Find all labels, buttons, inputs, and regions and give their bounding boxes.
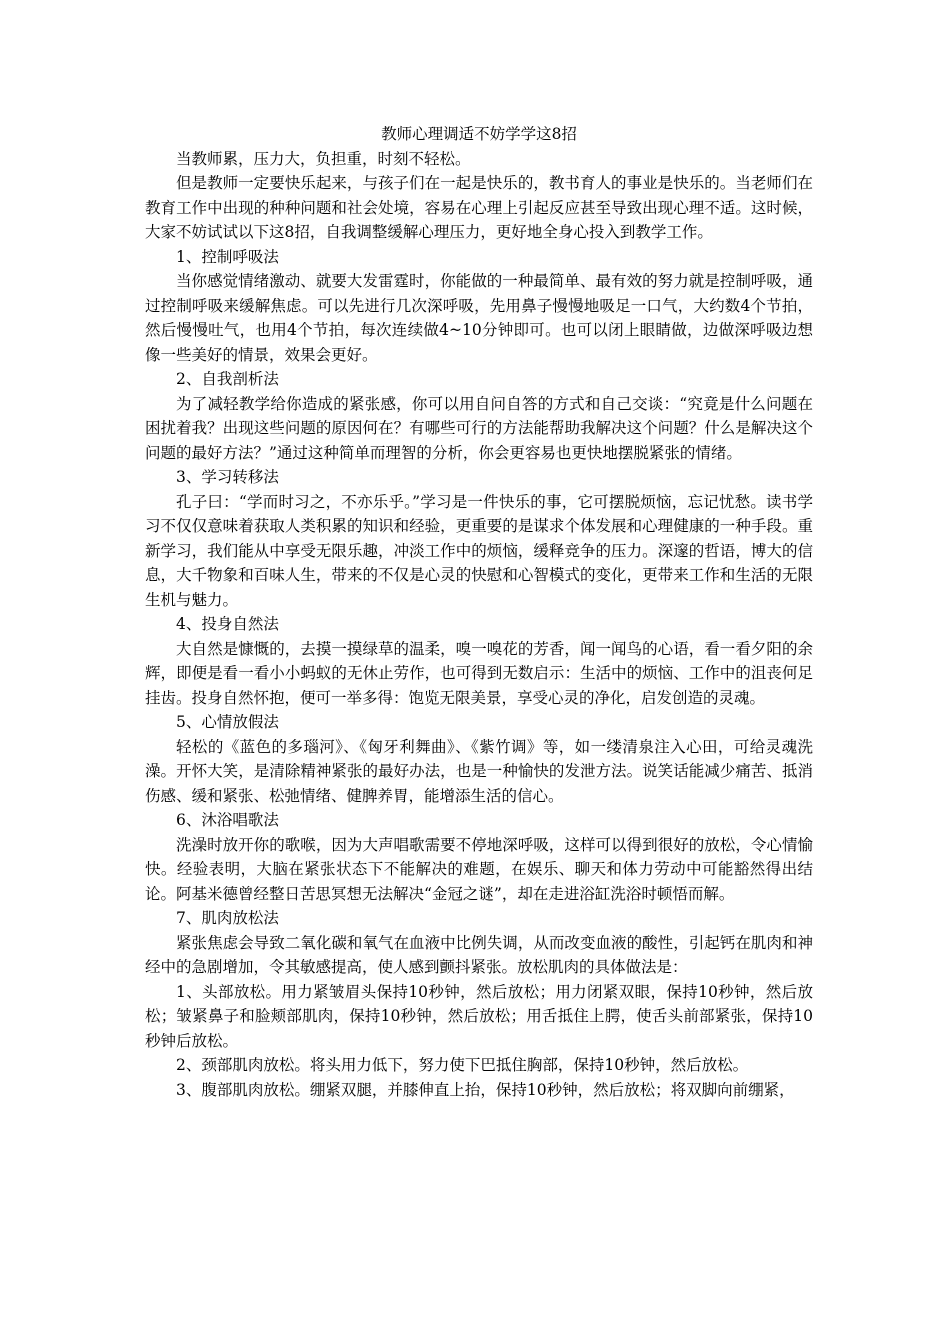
paragraph-body: 大自然是慷慨的，去摸一摸绿草的温柔，嗅一嗅花的芳香，闻一闻鸟的心语，看一看夕阳的余辉，即便是看一看小小蚂蚁的无休止劳作，也可得到无数启示：生活中的烦恼、工作中的沮丧何足挂齿。投身自然怀抱，便可一举多得：饱览无限美景，享受心灵的净化，启发创造的灵魂。 bbox=[145, 639, 813, 707]
section-heading-4: 4、投身自然法 bbox=[176, 615, 279, 633]
paragraph-body: 洗澡时放开你的歌喉，因为大声唱歌需要不停地深呼吸，这样可以得到很好的放松，令心情愉快。经验表明，大脑在紧张状态下不能解决的难题，在娱乐、聊天和体力劳动中可能豁然得出结论。阿基米德曾经整日苦思冥想无法解决“金冠之谜”，却在走进浴缸洗浴时顿悟而解。 bbox=[145, 835, 813, 903]
section-heading-5: 5、心情放假法 bbox=[176, 713, 279, 731]
section-heading-6: 6、沐浴唱歌法 bbox=[176, 811, 279, 829]
section-heading-3: 3、学习转移法 bbox=[176, 468, 279, 486]
paragraph-body: 当你感觉情绪激动、就要大发雷霆时，你能做的一种最简单、最有效的努力就是控制呼吸，通过控制呼吸来缓解焦虑。可以先进行几次深呼吸，先用鼻子慢慢地吸足一口气，大约数4个节拍，然后慢慢吐气，也用4个节拍，每次连续做4~10分钟即可。也可以闭上眼睛做，边做深呼吸边想像一些美好的情景，效果会更好。 bbox=[145, 272, 813, 364]
paragraph-body: 为了减轻教学给你造成的紧张感，你可以用自问自答的方式和自己交谈：“究竟是什么问题在困扰着我？出现这些问题的原因何在？有哪些可行的方法能帮助我解决这个问题？什么是解决这个问题的最好方法？”通过这种简单而理智的分析，你会更容易也更快地摆脱紧张的情绪。 bbox=[145, 394, 813, 462]
document-page bbox=[145, 122, 813, 1102]
section-heading-2: 2、自我剖析法 bbox=[176, 370, 279, 388]
paragraph-body: 轻松的《蓝色的多瑙河》、《匈牙利舞曲》、《紫竹调》等，如一缕清泉注入心田，可给灵魂洗澡。开怀大笑，是清除精神紧张的最好办法，也是一种愉快的发泄方法。说笑话能减少痛苦、抵消伤感、缓和紧张、松弛情绪、健脾养胃，能增添生活的信心。 bbox=[145, 737, 813, 805]
sub-item-3: 3、腹部肌肉放松。绷紧双腿，并膝伸直上抬，保持10秒钟，然后放松；将双脚向前绷紧， bbox=[176, 1080, 795, 1099]
paragraph-body: 紧张焦虑会导致二氧化碳和氧气在血液中比例失调，从而改变血液的酸性，引起钙在肌肉和神经中的急剧增加，令其敏感提高，使人感到颤抖紧张。放松肌肉的具体做法是： bbox=[145, 933, 813, 976]
document-title: 教师心理调适不妨学学这8招 bbox=[381, 125, 577, 143]
section-heading-1: 1、控制呼吸法 bbox=[176, 247, 279, 266]
sub-item-1: 1、头部放松。用力紧皱眉头保持10秒钟，然后放松；用力闭紧双眼，保持10秒钟，然后放松；皱紧鼻子和脸颊部肌肉，保持10秒钟，然后放松；用舌抵住上腭，使舌头前部紧张，保持10秒钟后放松。 bbox=[145, 982, 813, 1050]
section-heading-7: 7、肌肉放松法 bbox=[176, 909, 279, 927]
paragraph-intro: 当教师累，压力大，负担重，时刻不轻松。 bbox=[176, 149, 471, 168]
paragraph-body: 但是教师一定要快乐起来，与孩子们在一起是快乐的，教书育人的事业是快乐的。当老师们在教育工作中出现的种种问题和社会处境，容易在心理上引起反应甚至导致出现心理不适。这时候，大家不妨试试以下这8招，自我调整缓解心理压力，更好地全身心投入到教学工作。 bbox=[145, 174, 813, 241]
sub-item-2: 2、颈部肌肉放松。将头用力低下，努力使下巴抵住胸部，保持10秒钟，然后放松。 bbox=[176, 1056, 749, 1074]
paragraph-body: 孔子曰：“学而时习之，不亦乐乎。”学习是一件快乐的事，它可摆脱烦恼，忘记忧愁。读书学习不仅仅意味着获取人类积累的知识和经验，更重要的是谋求个体发展和心理健康的一种手段。重新学习，我们能从中享受无限乐趣，冲淡工作中的烦恼，缓释竞争的压力。深邃的哲语，博大的信息，大千物象和百味人生，带来的不仅是心灵的快慰和心智模式的变化，更带来工作和生活的无限生机与魅力。 bbox=[145, 492, 813, 609]
